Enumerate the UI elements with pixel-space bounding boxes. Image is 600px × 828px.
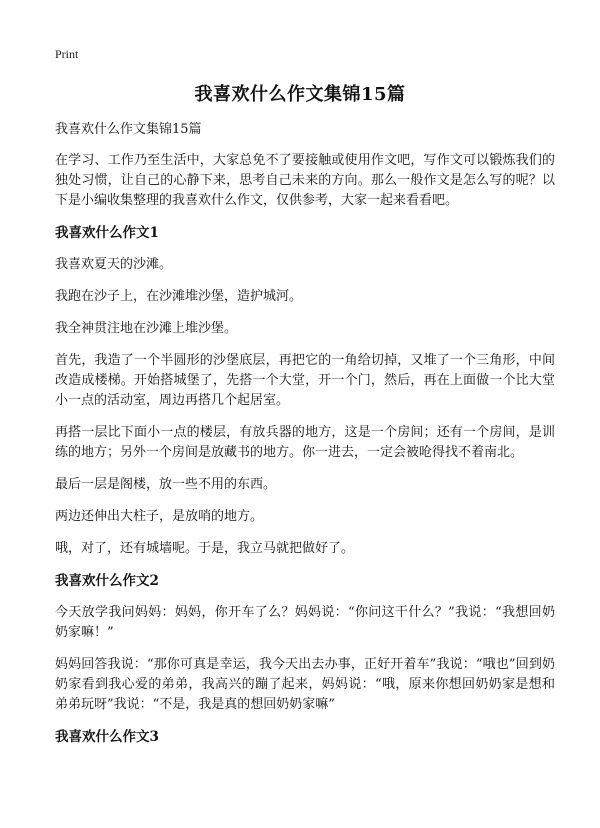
article-subtitle: 我喜欢什么作文集锦15篇 xyxy=(55,122,202,137)
paragraph: 两边还伸出大柱子，是放哨的地方。 xyxy=(55,509,264,524)
print-link[interactable]: Print xyxy=(55,47,79,61)
article-body xyxy=(55,120,555,759)
paragraph: 今天放学我问妈妈：妈妈，你开车了么？妈妈说：“你问这干什么？”我说：“我想回奶奶家嘛！” xyxy=(55,605,555,640)
paragraph: 我跑在沙子上，在沙滩堆沙堡，造护城河。 xyxy=(55,289,303,304)
paragraph: 最后一层是阁楼，放一些不用的东西。 xyxy=(55,477,277,492)
intro-paragraph: 在学习、工作乃至生活中，大家总免不了要接触或使用作文吧，写作文可以锻炼我们的独处习惯，让自己的心静下来，思考自己未来的方向。那么一般作文是怎么写的呢？以下是小编收集整理的我喜欢什么作文，仅供参考，大家一起来看看吧。 xyxy=(55,153,555,208)
paragraph: 妈妈回答我说：“那你可真是幸运，我今天出去办事，正好开着车”我说：“哦也”回到奶奶家看到我心爱的弟弟，我高兴的蹦了起来，妈妈说：“哦，原来你想回奶奶家是想和弟弟玩呀”我说：“不是，我是真的想回奶奶家嘛” xyxy=(55,657,555,712)
paragraph: 我全神贯注地在沙滩上堆沙堡。 xyxy=(55,321,238,336)
paragraph: 再搭一层比下面小一点的楼层，有放兵器的地方，这是一个房间；还有一个房间，是训练的地方；另外一个房间是放藏书的地方。你一进去，一定会被呛得找不着南北。 xyxy=(55,425,555,460)
paragraph: 哦，对了，还有城墙呢。于是，我立马就把做好了。 xyxy=(55,541,355,556)
page-title: 我喜欢什么作文集锦15篇 xyxy=(194,84,406,105)
paragraph: 我喜欢夏天的沙滩。 xyxy=(55,257,173,272)
section-heading-2: 我喜欢什么作文2 xyxy=(55,573,159,589)
paragraph: 首先，我造了一个半圆形的沙堡底层，再把它的一角给切掉，又堆了一个三角形，中间改造成楼梯。开始搭城堡了，先搭一个大堂，开一个门，然后，再在上面做一个比大堂小一点的活动室，周边再搭几个起居室。 xyxy=(55,353,555,408)
section-heading-1: 我喜欢什么作文1 xyxy=(55,225,159,241)
section-heading-3: 我喜欢什么作文3 xyxy=(55,729,159,745)
